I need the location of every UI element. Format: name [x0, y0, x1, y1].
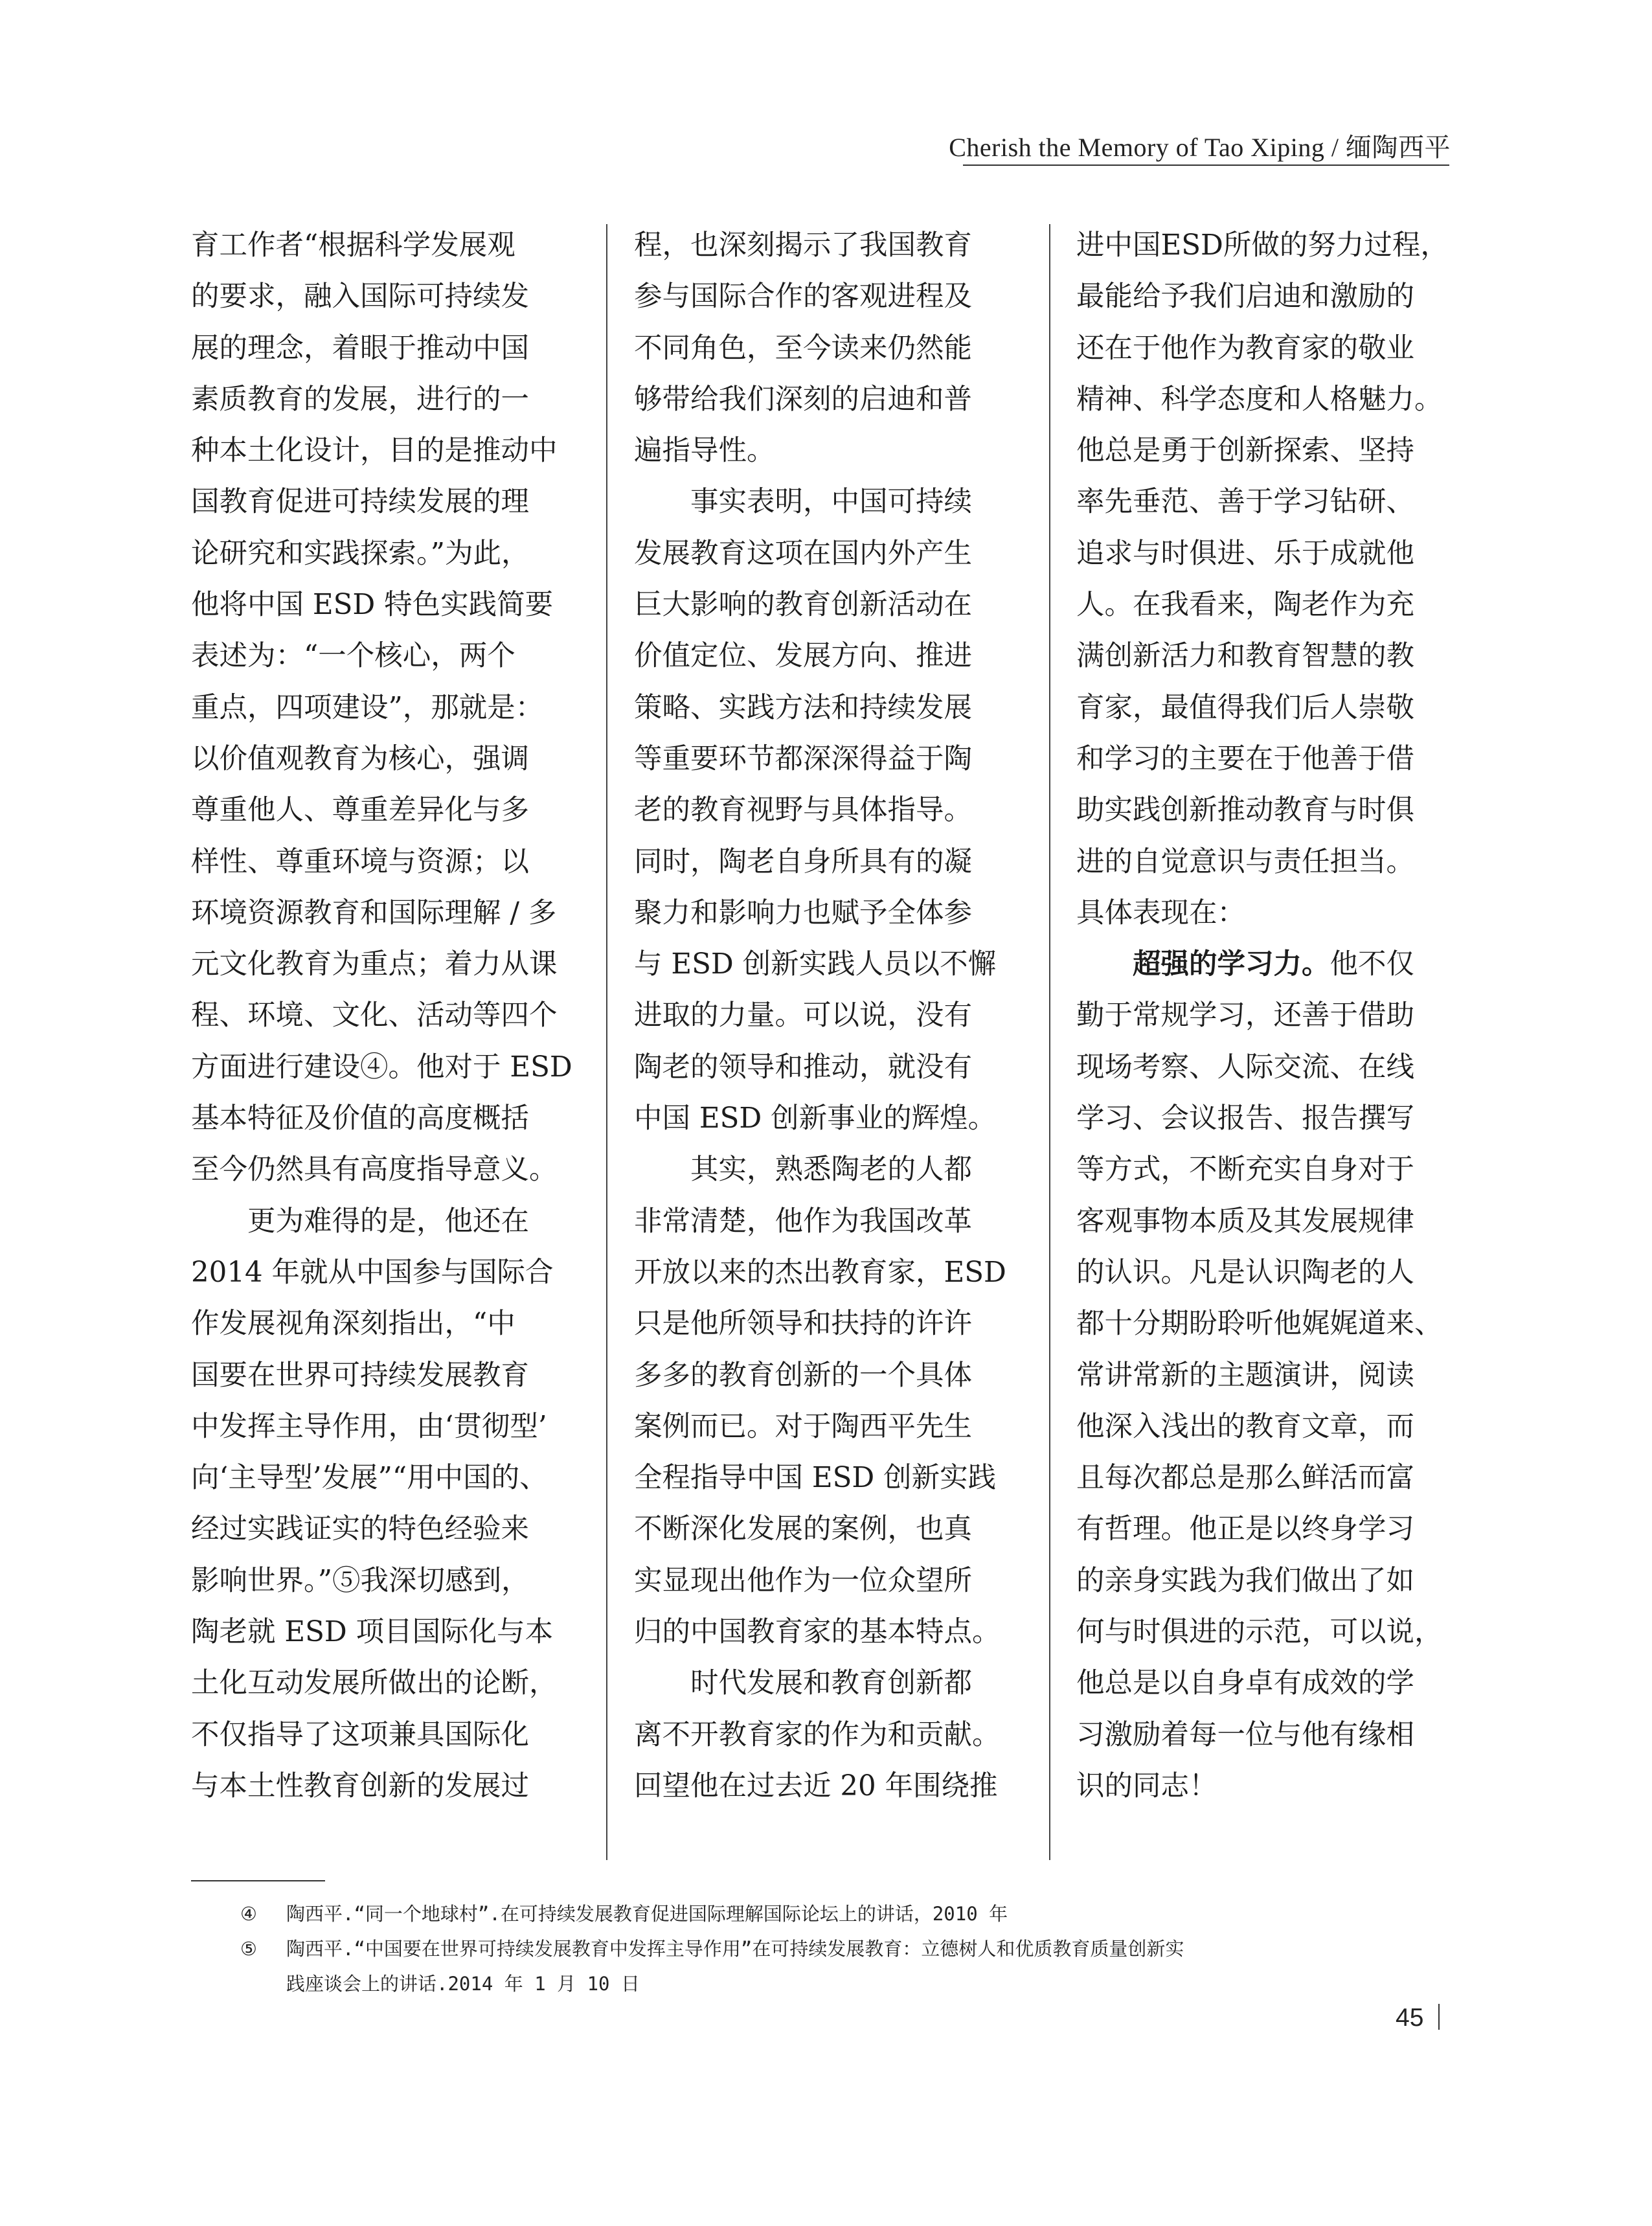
text-line: 时代发展和教育创新都	[634, 1667, 972, 1700]
footnote-marker: ⑤	[240, 1938, 257, 1960]
text-line: 2014 年就从中国参与国际合	[191, 1256, 554, 1289]
text-line: 离不开教育家的作为和贡献。	[634, 1718, 1001, 1751]
text-line: 元文化教育为重点；着力从课	[191, 948, 558, 981]
text-line: 常讲常新的主题演讲，阅读	[1076, 1359, 1414, 1392]
text-line: 论研究和实践探索。”为此，	[191, 537, 530, 570]
text-column-3	[1076, 220, 1452, 1924]
text-line: 陶老就 ESD 项目国际化与本	[191, 1616, 554, 1649]
text-line: 何与时俱进的示范，可以说，	[1076, 1616, 1443, 1649]
text-line: 程，也深刻揭示了我国教育	[634, 229, 972, 262]
text-line: 影响世界。”⑤我深切感到，	[191, 1564, 530, 1597]
text-column-1	[191, 220, 572, 1924]
text-line: 只是他所领导和扶持的许许	[634, 1308, 972, 1341]
text-line: 最能给予我们启迪和激励的	[1076, 280, 1414, 313]
text-line: 他深入浅出的教育文章，而	[1076, 1410, 1414, 1443]
text-line: 他将中国 ESD 特色实践简要	[191, 589, 554, 622]
text-line: 陶老的领导和推动，就没有	[634, 1051, 972, 1084]
text-line: 案例而已。对于陶西平先生	[634, 1410, 972, 1443]
text-line: 进的自觉意识与责任担当。	[1076, 845, 1414, 878]
text-line: 事实表明，中国可持续	[634, 486, 972, 519]
text-line: 发展教育这项在国内外产生	[634, 537, 972, 570]
text-line: 具体表现在：	[1076, 896, 1245, 929]
text-line: 方面进行建设④。他对于 ESD	[191, 1051, 572, 1084]
text-line: 率先垂范、善于学习钻研、	[1076, 486, 1414, 519]
page-number: 45	[1396, 2004, 1424, 2032]
text-line: 国教育促进可持续发展的理	[191, 486, 529, 519]
text-line: 聚力和影响力也赋予全体参	[634, 896, 972, 929]
column-divider	[1049, 224, 1050, 1860]
text-line: 更为难得的是，他还在	[191, 1205, 529, 1238]
text-line: 识的同志！	[1076, 1769, 1217, 1802]
text-line: 进取的力量。可以说，没有	[634, 999, 972, 1032]
text-line: 向‘主导型’发展”“用中国的、	[191, 1462, 548, 1495]
text-line: 同时，陶老自身所具有的凝	[634, 845, 972, 878]
text-line: 程、环境、文化、活动等四个	[191, 999, 558, 1032]
text-line: 其实，熟悉陶老的人都	[634, 1153, 972, 1187]
text-line: 国要在世界可持续发展教育	[191, 1359, 529, 1392]
text-line: 作发展视角深刻指出，“中	[191, 1308, 515, 1341]
bold-lead-rest: 他不仅	[1330, 948, 1414, 981]
bold-lead-line	[1076, 939, 1452, 990]
text-line: 与本土性教育创新的发展过	[191, 1769, 529, 1802]
text-line: 的认识。凡是认识陶老的人	[1076, 1256, 1414, 1289]
footnote-text: 陶西平.“中国要在世界可持续发展教育中发挥主导作用”在可持续发展教育：立德树人和优质教育质量创新实	[286, 1938, 1184, 1960]
text-line: 勤于常规学习，还善于借助	[1076, 999, 1414, 1032]
text-line: 都十分期盼聆听他娓娓道来、	[1076, 1308, 1443, 1341]
text-line: 学习、会议报告、报告撰写	[1076, 1102, 1414, 1135]
text-line: 和学习的主要在于他善于借	[1076, 742, 1414, 775]
text-line: 的要求，融入国际可持续发	[191, 280, 529, 313]
text-line: 多多的教育创新的一个具体	[634, 1359, 972, 1392]
bold-lead: 超强的学习力。	[1133, 948, 1330, 981]
text-line: 的亲身实践为我们做出了如	[1076, 1564, 1414, 1597]
running-header: Cherish the Memory of Tao Xiping / 缅陶西平	[949, 133, 1451, 162]
footnotes	[191, 1896, 1184, 2001]
column-3-top-lines	[1076, 220, 1452, 939]
text-line: 素质教育的发展，进行的一	[191, 383, 529, 416]
text-line: 且每次都总是那么鲜活而富	[1076, 1462, 1414, 1495]
text-line: 以价值观教育为核心，强调	[191, 742, 529, 775]
text-line: 不同角色，至今读来仍然能	[634, 332, 972, 365]
text-line: 中国 ESD 创新事业的辉煌。	[634, 1102, 997, 1135]
text-line: 巨大影响的教育创新活动在	[634, 589, 972, 622]
footnote-text-continued: 践座谈会上的讲话.2014 年 1 月 10 日	[286, 1973, 640, 1995]
page-number-rule	[1438, 2004, 1440, 2030]
text-line: 还在于他作为教育家的敬业	[1076, 332, 1414, 365]
text-line: 满创新活力和教育智慧的教	[1076, 640, 1414, 673]
text-line: 育工作者“根据科学发展观	[191, 229, 515, 262]
text-line: 现场考察、人际交流、在线	[1076, 1051, 1414, 1084]
text-line: 参与国际合作的客观进程及	[634, 280, 972, 313]
footnote-rule	[191, 1880, 325, 1881]
text-line: 全程指导中国 ESD 创新实践	[634, 1462, 997, 1495]
text-line: 尊重他人、尊重差异化与多	[191, 794, 529, 827]
text-line: 精神、科学态度和人格魅力。	[1076, 383, 1443, 416]
text-column-2	[634, 220, 1010, 1924]
footnote-5	[191, 1931, 1184, 2001]
text-line: 土化互动发展所做出的论断，	[191, 1667, 558, 1700]
text-line: 样性、尊重环境与资源；以	[191, 845, 529, 878]
text-line: 助实践创新推动教育与时俱	[1076, 794, 1414, 827]
text-line: 实显现出他作为一位众望所	[634, 1564, 972, 1597]
footnote-text: 陶西平.“同一个地球村”.在可持续发展教育促进国际理解国际论坛上的讲话，2010 年	[286, 1903, 1008, 1925]
text-line: 表述为：“一个核心，两个	[191, 640, 515, 673]
text-line: 追求与时俱进、乐于成就他	[1076, 537, 1414, 570]
text-line: 等重要环节都深深得益于陶	[634, 742, 972, 775]
footnote-marker: ④	[240, 1903, 257, 1925]
column-divider	[606, 224, 607, 1860]
text-line: 老的教育视野与具体指导。	[634, 794, 972, 827]
column-3-bottom-lines	[1076, 990, 1452, 1812]
header-rule	[963, 165, 1449, 166]
text-line: 至今仍然具有高度指导意义。	[191, 1153, 558, 1187]
text-line: 种本土化设计，目的是推动中	[191, 435, 558, 468]
text-line: 习激励着每一位与他有缘相	[1076, 1718, 1414, 1751]
text-line: 够带给我们深刻的启迪和普	[634, 383, 972, 416]
text-line: 非常清楚，他作为我国改革	[634, 1205, 972, 1238]
text-line: 经过实践证实的特色经验来	[191, 1513, 529, 1546]
text-line: 客观事物本质及其发展规律	[1076, 1205, 1414, 1238]
text-line: 人。在我看来，陶老作为充	[1076, 589, 1414, 622]
text-line: 他总是以自身卓有成效的学	[1076, 1667, 1414, 1700]
text-line: 环境资源教育和国际理解 / 多	[191, 896, 557, 929]
text-line: 开放以来的杰出教育家，ESD	[634, 1256, 1006, 1289]
text-line: 中发挥主导作用，由‘贯彻型’	[191, 1410, 547, 1443]
text-line: 等方式，不断充实自身对于	[1076, 1153, 1414, 1187]
text-line: 价值定位、发展方向、推进	[634, 640, 972, 673]
text-line: 基本特征及价值的高度概括	[191, 1102, 529, 1135]
text-line: 遍指导性。	[634, 435, 775, 468]
text-line: 他总是勇于创新探索、坚持	[1076, 435, 1414, 468]
text-line: 育家，最值得我们后人崇敬	[1076, 691, 1414, 724]
text-line: 策略、实践方法和持续发展	[634, 691, 972, 724]
text-line: 归的中国教育家的基本特点。	[634, 1616, 1001, 1649]
text-line: 进中国ESD所做的努力过程，	[1076, 229, 1449, 262]
footnote-4	[191, 1896, 1184, 1931]
text-line: 回望他在过去近 20 年围绕推	[634, 1769, 998, 1802]
text-line: 不仅指导了这项兼具国际化	[191, 1718, 529, 1751]
text-line: 展的理念，着眼于推动中国	[191, 332, 529, 365]
text-line: 有哲理。他正是以终身学习	[1076, 1513, 1414, 1546]
text-line: 与 ESD 创新实践人员以不懈	[634, 948, 997, 981]
text-line: 不断深化发展的案例，也真	[634, 1513, 972, 1546]
text-line: 重点，四项建设”，那就是：	[191, 691, 544, 724]
